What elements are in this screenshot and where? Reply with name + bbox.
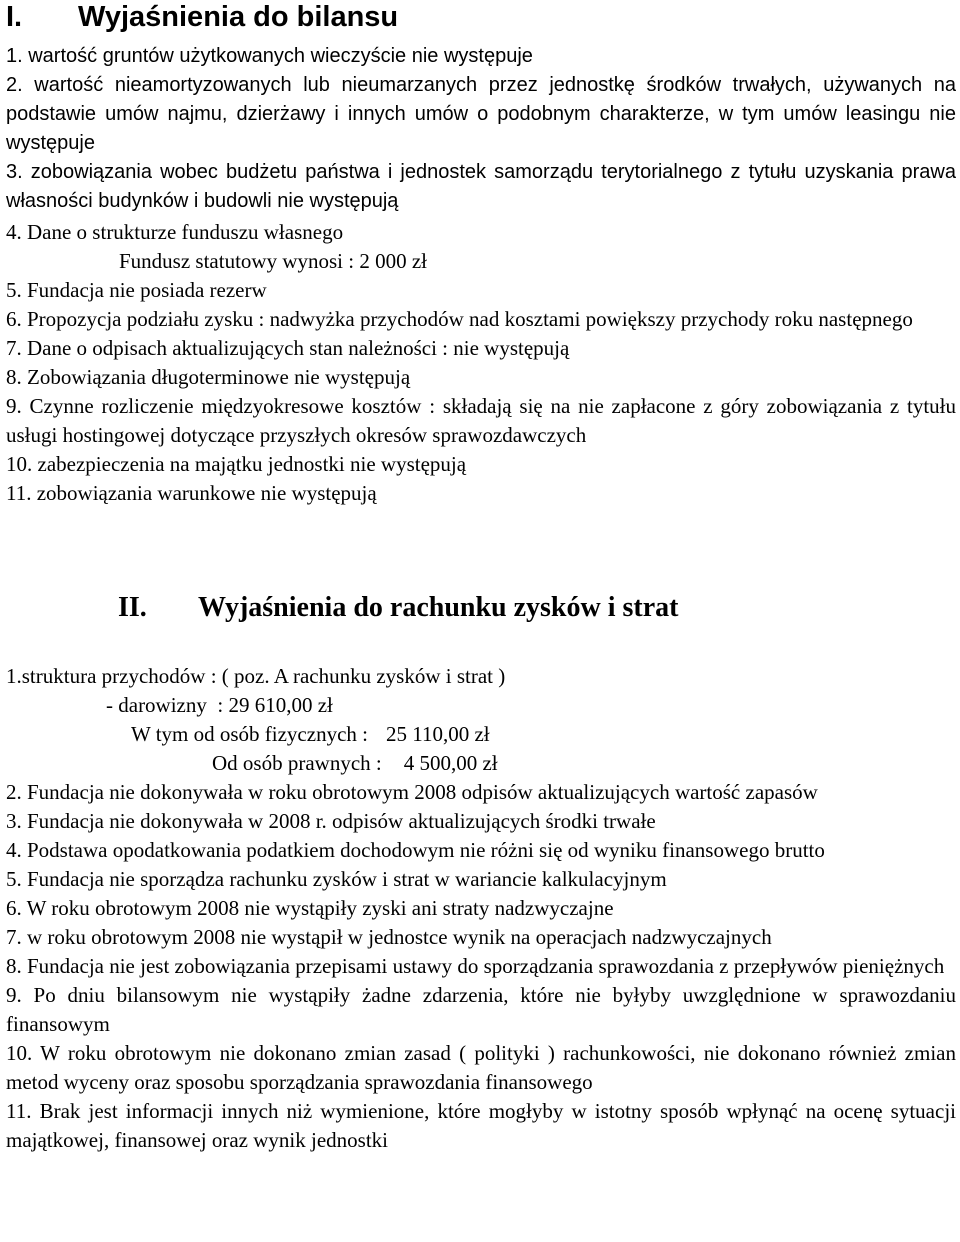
section-1-item-11: 11. zobowiązania warunkowe nie występują (6, 481, 377, 505)
section-2-item-5: 5. Fundacja nie sporządza rachunku zysków i strat w wariancie kalkulacyjnym (6, 867, 667, 891)
section-2-item-2: 2. Fundacja nie dokonywała w roku obrotowym 2008 odpisów aktualizujących wartość zapasów (6, 780, 818, 804)
section-1-title: Wyjaśnienia do bilansu (78, 1, 399, 33)
section-1-number: I. (6, 1, 23, 33)
section-2-heading (118, 592, 678, 624)
section-2-items (6, 662, 956, 1155)
section-2-item-4: 4. Podstawa opodatkowania podatkiem dochodowym nie różni się od wyniku finansowego brutto (6, 838, 825, 862)
section-2-item-6: 6. W roku obrotowym 2008 nie wystąpiły zyski ani straty nadzwyczajne (6, 896, 614, 920)
individuals-label: W tym od osób fizycznych : (131, 722, 368, 746)
section-1-item-3: 3. zobowiązania wobec budżetu państwa i jednostek samorządu terytorialnego z tytułu uzyskania prawa własności budynków i budowli nie występują (6, 161, 956, 212)
section-1-item-7: 7. Dane o odpisach aktualizujących stan należności : nie występują (6, 336, 570, 360)
section-1-heading (6, 1, 398, 34)
section-2-item-11: 11. Brak jest informacji innych niż wymienione, które mogłyby w istotny sposób wpłynąć na ocenę sytuacji majątkowej, finansowej oraz wynik jednostki (6, 1099, 956, 1152)
legal-value: 4 500,00 zł (403, 751, 498, 775)
section-1-item-6: 6. Propozycja podziału zysku : nadwyżka przychodów nad kosztami powiększy przychody roku następnego (6, 307, 913, 331)
section-2-legal-row (6, 749, 956, 778)
section-1-item-4-heading: 4. Dane o strukturze funduszu własnego (6, 220, 344, 244)
section-1-serif-items (6, 218, 956, 508)
section-1-item-4-detail: Fundusz statutowy wynosi : 2 000 zł (119, 249, 427, 273)
section-2-individuals-row (6, 720, 956, 749)
section-2-item-8: 8. Fundacja nie jest zobowiązania przepisami ustawy do sporządzania sprawozdania z przepływów pieniężnych (6, 954, 945, 978)
section-2-donations: - darowizny : 29 610,00 zł (106, 693, 333, 717)
section-2-title: Wyjaśnienia do rachunku zysków i strat (198, 592, 679, 623)
section-1-item-8: 8. Zobowiązania długoterminowe nie występują (6, 365, 411, 389)
section-1-item-1: 1. wartość gruntów użytkowanych wieczyście nie występuje (6, 45, 533, 67)
section-1-item-5: 5. Fundacja nie posiada rezerw (6, 278, 267, 302)
section-2-item-7: 7. w roku obrotowym 2008 nie wystąpił w jednostce wynik na operacjach nadzwyczajnych (6, 925, 772, 949)
legal-label: Od osób prawnych : (212, 751, 382, 775)
section-2-item-3: 3. Fundacja nie dokonywała w 2008 r. odpisów aktualizujących środki trwałe (6, 809, 656, 833)
section-2-item-1-heading: 1.struktura przychodów : ( poz. A rachunku zysków i strat ) (6, 664, 506, 688)
individuals-value: 25 110,00 zł (385, 722, 490, 746)
section-1-sans-items (6, 42, 956, 216)
section-1-item-10: 10. zabezpieczenia na majątku jednostki nie występują (6, 452, 467, 476)
section-2-item-9: 9. Po dniu bilansowym nie wystąpiły żadne zdarzenia, które nie byłyby uwzględnione w sprawozdaniu finansowym (6, 983, 956, 1036)
section-2-item-10: 10. W roku obrotowym nie dokonano zmian zasad ( polityki ) rachunkowości, nie dokonano również zmian metod wyceny oraz sposobu sporządzania sprawozdania finansowego (6, 1041, 956, 1094)
section-1-item-9: 9. Czynne rozliczenie międzyokresowe kosztów : składają się na nie zapłacone z góry zobowiązania z tytułu usługi hostingowej dotyczące przyszłych okresów sprawozdawczych (6, 394, 956, 447)
section-1-item-2: 2. wartość nieamortyzowanych lub nieumarzanych przez jednostkę środków trwałych, używanych na podstawie umów najmu, dzierżawy i innych umów o podobnym charakterze, w tym umów leasingu nie występuje (6, 74, 956, 154)
section-2-number: II. (118, 592, 147, 623)
